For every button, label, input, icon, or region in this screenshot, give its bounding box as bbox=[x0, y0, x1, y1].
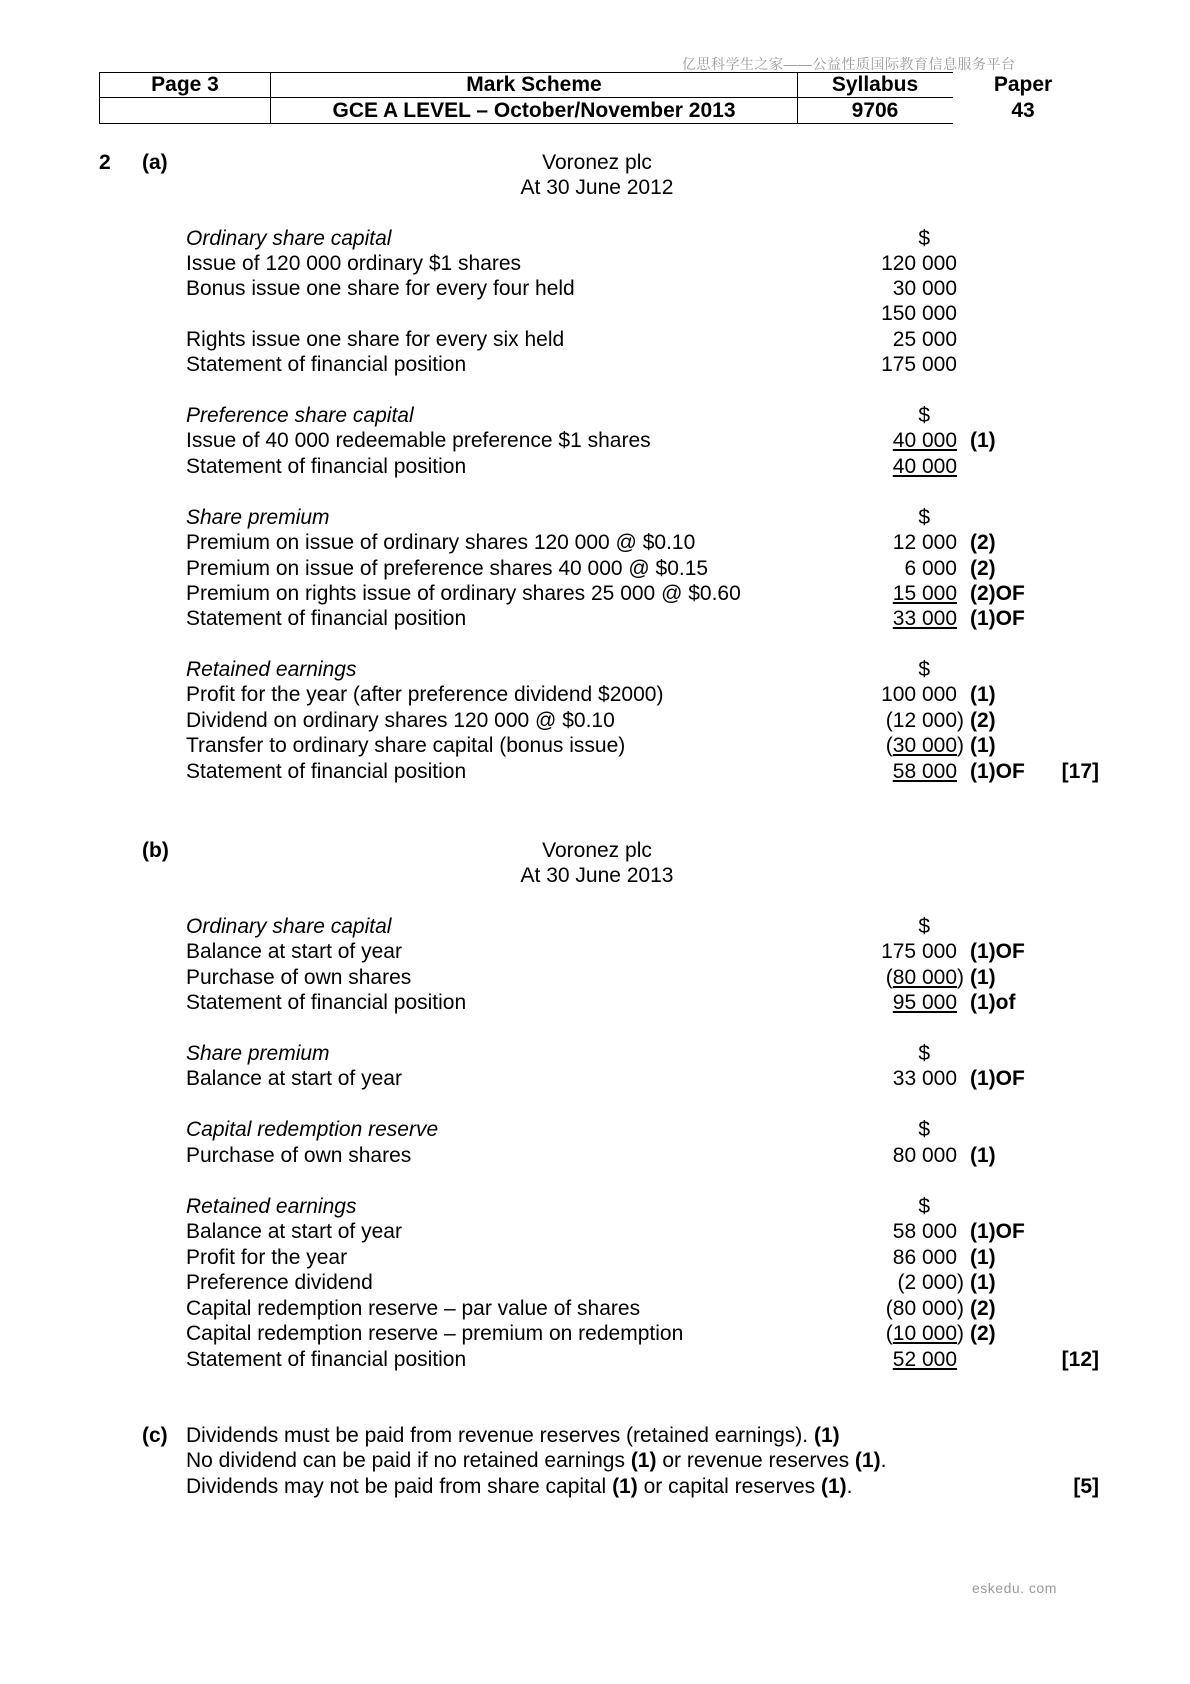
b-re-line4-value: (80 000) bbox=[885, 1297, 964, 1320]
b-re-line2: Profit for the year bbox=[186, 1246, 348, 1269]
document-title: Mark Scheme bbox=[466, 73, 602, 96]
b-re-line5-open-paren: ( bbox=[885, 1322, 893, 1345]
a-sp-line3-value: 15 000 bbox=[892, 582, 957, 605]
b-re-line1-mark: (1)OF bbox=[970, 1220, 1025, 1243]
a-osc-line1-value: 120 000 bbox=[881, 252, 957, 275]
b-osc-line1: Balance at start of year bbox=[186, 940, 402, 963]
a-osc-line2-value: 30 000 bbox=[892, 277, 957, 300]
a-osc-currency: $ bbox=[918, 227, 930, 250]
c-line3-mark2: (1) bbox=[820, 1475, 847, 1498]
a-re-line4-mark: (1)OF bbox=[970, 760, 1025, 783]
a-sp-title: Share premium bbox=[186, 506, 330, 529]
a-sp-currency: $ bbox=[918, 506, 930, 529]
a-total-marks: [17] bbox=[1061, 760, 1099, 783]
c-line2 bbox=[186, 1448, 886, 1473]
c-line2-text-a: No dividend can be paid if no retained earnings bbox=[186, 1449, 631, 1472]
b-osc-line1-value: 175 000 bbox=[881, 940, 957, 963]
c-line3 bbox=[186, 1474, 853, 1499]
c-line1-text: Dividends must be paid from revenue reserves (retained earnings). bbox=[186, 1424, 814, 1447]
a-re-line1-mark: (1) bbox=[970, 683, 996, 706]
c-line2-text-b: or revenue reserves bbox=[656, 1449, 855, 1472]
part-b-company: Voronez plc bbox=[542, 839, 652, 862]
a-sp-line1-mark: (2) bbox=[970, 531, 996, 554]
b-osc-line3-value: 95 000 bbox=[892, 991, 957, 1014]
a-psc-title: Preference share capital bbox=[186, 404, 414, 427]
a-re-line1-value: 100 000 bbox=[881, 683, 957, 706]
c-line1 bbox=[186, 1423, 840, 1448]
header-cell-empty bbox=[99, 97, 271, 124]
b-osc-line1-mark: (1)OF bbox=[970, 940, 1025, 963]
c-line3-text-a: Dividends may not be paid from share capital bbox=[186, 1475, 613, 1498]
c-line2-mark2: (1) bbox=[854, 1449, 881, 1472]
b-re-title: Retained earnings bbox=[186, 1195, 357, 1218]
a-re-title: Retained earnings bbox=[186, 658, 357, 681]
a-re-line4-value: 58 000 bbox=[892, 760, 957, 783]
part-a-company: Voronez plc bbox=[542, 151, 652, 174]
a-re-line3-close-paren: ) bbox=[957, 734, 964, 757]
b-re-line1-value: 58 000 bbox=[892, 1220, 957, 1243]
a-re-line3-value: 30 000 bbox=[892, 734, 957, 757]
a-psc-line1-value: 40 000 bbox=[892, 429, 957, 452]
exam-session: GCE A LEVEL – October/November 2013 bbox=[332, 99, 736, 122]
b-osc-line3-mark: (1)of bbox=[970, 991, 1016, 1014]
a-re-line1: Profit for the year (after preference dividend $2000) bbox=[186, 683, 664, 706]
a-sp-line4: Statement of financial position bbox=[186, 607, 467, 630]
a-sp-line2-mark: (2) bbox=[970, 557, 996, 580]
a-sp-line3-mark: (2)OF bbox=[970, 582, 1025, 605]
paper-label: Paper bbox=[993, 73, 1053, 96]
c-line1-mark: (1) bbox=[813, 1424, 840, 1447]
watermark-bottom: eskedu. com bbox=[972, 1580, 1057, 1596]
syllabus-code: 9706 bbox=[851, 99, 899, 122]
c-line3-text-b: or capital reserves bbox=[637, 1475, 821, 1498]
a-osc-title: Ordinary share capital bbox=[186, 227, 392, 250]
part-c-label: (c) bbox=[142, 1424, 168, 1447]
a-re-line3-value-group bbox=[830, 733, 964, 758]
a-sp-line2: Premium on issue of preference shares 40 000 @ $0.15 bbox=[186, 557, 709, 580]
c-line3-text-c: . bbox=[846, 1475, 853, 1498]
b-crr-line1: Purchase of own shares bbox=[186, 1144, 412, 1167]
watermark-top: 亿思科学生之家——公益性质国际教育信息服务平台 bbox=[682, 56, 1016, 72]
b-re-line6-value: 52 000 bbox=[892, 1348, 957, 1371]
a-osc-line3-value: 25 000 bbox=[892, 328, 957, 351]
paper-number: 43 bbox=[1011, 99, 1035, 122]
b-re-line5-close-paren: ) bbox=[957, 1322, 964, 1345]
b-sp-currency: $ bbox=[918, 1042, 930, 1065]
part-b-label: (b) bbox=[142, 839, 169, 862]
a-sp-line3: Premium on rights issue of ordinary shares 25 000 @ $0.60 bbox=[186, 582, 741, 605]
b-re-line5-mark: (2) bbox=[970, 1322, 996, 1345]
b-sp-title: Share premium bbox=[186, 1042, 330, 1065]
b-sp-line1: Balance at start of year bbox=[186, 1067, 402, 1090]
b-osc-currency: $ bbox=[918, 915, 930, 938]
b-re-line5-value: 10 000 bbox=[892, 1322, 957, 1345]
a-psc-line2-value: 40 000 bbox=[892, 455, 957, 478]
b-osc-line2: Purchase of own shares bbox=[186, 966, 412, 989]
a-psc-line2: Statement of financial position bbox=[186, 455, 467, 478]
part-a-date: At 30 June 2012 bbox=[520, 176, 674, 199]
a-psc-line1-mark: (1) bbox=[970, 429, 996, 452]
question-number: 2 bbox=[99, 151, 111, 174]
b-osc-line2-value-group bbox=[830, 965, 964, 990]
a-osc-line4-value: 175 000 bbox=[881, 353, 957, 376]
b-osc-line2-open-paren: ( bbox=[885, 966, 893, 989]
b-osc-line3: Statement of financial position bbox=[186, 991, 467, 1014]
a-sp-line2-value: 6 000 bbox=[904, 557, 957, 580]
b-re-currency: $ bbox=[918, 1195, 930, 1218]
a-re-currency: $ bbox=[918, 658, 930, 681]
b-osc-line2-mark: (1) bbox=[970, 966, 996, 989]
a-osc-line2: Bonus issue one share for every four held bbox=[186, 277, 575, 300]
a-re-line3-mark: (1) bbox=[970, 734, 996, 757]
a-psc-line1: Issue of 40 000 redeemable preference $1 shares bbox=[186, 429, 651, 452]
b-osc-line2-close-paren: ) bbox=[957, 966, 964, 989]
b-re-line1: Balance at start of year bbox=[186, 1220, 402, 1243]
part-a-label: (a) bbox=[142, 151, 168, 174]
b-re-line2-mark: (1) bbox=[970, 1246, 996, 1269]
b-sp-line1-mark: (1)OF bbox=[970, 1067, 1025, 1090]
b-osc-line2-value: 80 000 bbox=[892, 966, 957, 989]
part-b-date: At 30 June 2013 bbox=[520, 864, 674, 887]
b-osc-title: Ordinary share capital bbox=[186, 915, 392, 938]
c-line2-mark1: (1) bbox=[630, 1449, 657, 1472]
b-crr-title: Capital redemption reserve bbox=[186, 1118, 439, 1141]
b-re-line3: Preference dividend bbox=[186, 1271, 373, 1294]
b-re-line6: Statement of financial position bbox=[186, 1348, 467, 1371]
syllabus-label: Syllabus bbox=[831, 73, 919, 96]
page-number: Page 3 bbox=[151, 73, 219, 96]
c-line3-mark1: (1) bbox=[612, 1475, 638, 1498]
b-re-line4: Capital redemption reserve – par value of shares bbox=[186, 1297, 641, 1320]
b-re-line3-mark: (1) bbox=[970, 1271, 996, 1294]
a-sp-line4-value: 33 000 bbox=[892, 607, 957, 630]
b-re-line5: Capital redemption reserve – premium on redemption bbox=[186, 1322, 684, 1345]
a-re-line3-open-paren: ( bbox=[885, 734, 893, 757]
a-re-line2-value: (12 000) bbox=[885, 709, 964, 732]
a-sp-line1: Premium on issue of ordinary shares 120 000 @ $0.10 bbox=[186, 531, 696, 554]
c-total-marks: [5] bbox=[1073, 1475, 1099, 1498]
a-psc-currency: $ bbox=[918, 404, 930, 427]
a-sp-line1-value: 12 000 bbox=[892, 531, 957, 554]
a-re-line3: Transfer to ordinary share capital (bonus issue) bbox=[186, 734, 626, 757]
b-re-line5-value-group bbox=[830, 1321, 964, 1346]
a-re-line2-mark: (2) bbox=[970, 709, 996, 732]
a-re-line2: Dividend on ordinary shares 120 000 @ $0.10 bbox=[186, 709, 615, 732]
b-crr-line1-mark: (1) bbox=[970, 1144, 996, 1167]
a-sp-line4-mark: (1)OF bbox=[970, 607, 1025, 630]
a-osc-line4: Statement of financial position bbox=[186, 353, 467, 376]
b-sp-line1-value: 33 000 bbox=[892, 1067, 957, 1090]
b-re-line4-mark: (2) bbox=[970, 1297, 996, 1320]
b-total-marks: [12] bbox=[1061, 1348, 1099, 1371]
b-crr-currency: $ bbox=[918, 1118, 930, 1141]
a-osc-line1: Issue of 120 000 ordinary $1 shares bbox=[186, 252, 522, 275]
b-re-line2-value: 86 000 bbox=[892, 1246, 957, 1269]
a-re-line4: Statement of financial position bbox=[186, 760, 467, 783]
b-re-line3-value: (2 000) bbox=[897, 1271, 964, 1294]
a-osc-subtotal: 150 000 bbox=[881, 302, 957, 325]
b-crr-line1-value: 80 000 bbox=[892, 1144, 957, 1167]
c-line2-text-c: . bbox=[880, 1449, 887, 1472]
a-osc-line3: Rights issue one share for every six held bbox=[186, 328, 565, 351]
